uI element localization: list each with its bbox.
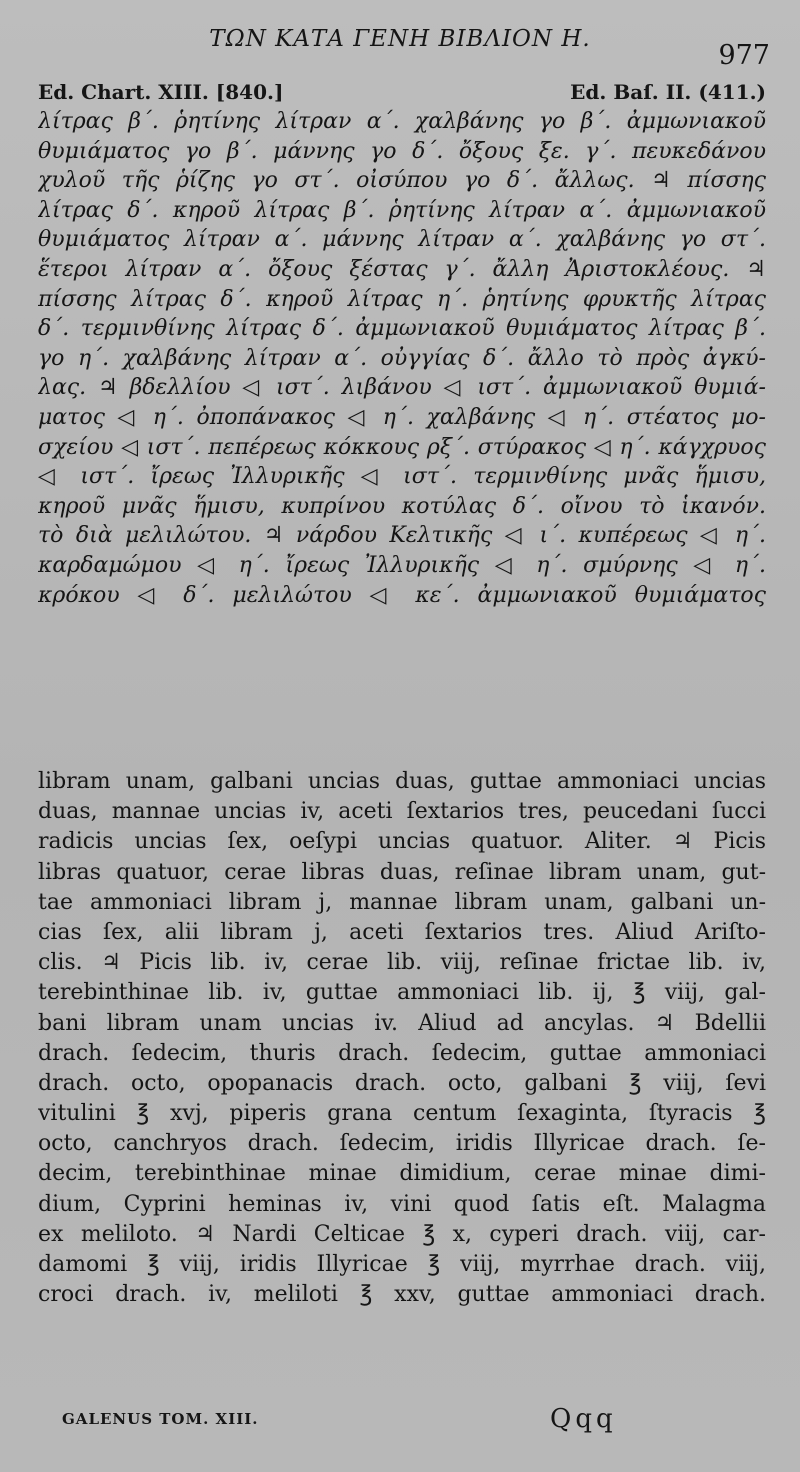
- gathering-mark: Qqq: [550, 1404, 617, 1434]
- latin-text-line: vitulini ℥ xvj, piperis grana centum ſexaginta, ſtyracis ℥: [38, 1101, 766, 1127]
- latin-text-line: damomi ℥ viij, iridis Illyricae ℥ viij, myrrhae drach. viij,: [38, 1252, 766, 1277]
- latin-text-line: clis. ♃ Picis lib. iv, cerae lib. viij, reſinae frictae lib. iv,: [38, 950, 766, 976]
- greek-text-line: δ΄. τερμινθίνης λίτρας δ΄. ἀμμωνιακοῦ θυμιάματος λίτρας β΄.: [38, 316, 766, 342]
- page-footer: [0, 1404, 800, 1444]
- greek-text-line: καρδαμώμου ◁ η΄. ἴρεως Ἰλλυρικῆς ◁ η΄. σμύρνης ◁ η΄.: [38, 552, 766, 578]
- greek-text-line: κηροῦ μνᾶς ἥμισυ, κυπρίνου κοτύλας δ΄. οἴνου τὸ ἱκανόν.: [38, 493, 766, 519]
- greek-text-line: γο η΄. χαλβάνης λίτραν α΄. οὐγγίας δ΄. ἄλλο τὸ πρὸς ἀγκύ-: [38, 345, 766, 371]
- latin-text-line: octo, canchryos drach. ſedecim, iridis Illyricae drach. ſe-: [38, 1131, 766, 1157]
- latin-text-block: [38, 767, 766, 1310]
- edition-line: [38, 80, 766, 104]
- greek-text-line: ◁ ιστ΄. ἴρεως Ἰλλυρικῆς ◁ ιστ΄. τερμινθίνης μνᾶς ἥμισυ,: [38, 464, 766, 490]
- edition-basel-reference: Ed. Baſ. II. (411.): [570, 80, 766, 104]
- edition-chart-reference: Ed. Chart. XIII. [840.]: [38, 80, 284, 104]
- latin-text-line: duas, mannae uncias iv, aceti ſextarios tres, peucedani ſucci: [38, 799, 766, 825]
- greek-text-line: πίσσης λίτρας δ΄. κηροῦ λίτρας η΄. ῥητίνης φρυκτῆς λίτρας: [38, 286, 766, 312]
- latin-text-line: croci drach. iv, meliloti ℥ xxv, guttae ammoniaci drach.: [38, 1282, 766, 1308]
- latin-text-line: drach. ſedecim, thuris drach. ſedecim, guttae ammoniaci: [38, 1040, 766, 1066]
- greek-text-line: λίτρας δ΄. κηροῦ λίτρας β΄. ῥητίνης λίτραν α΄. ἀμμωνιακοῦ: [38, 197, 766, 223]
- latin-text-line: dium, Cyprini heminas iv, vini quod ſatis eſt. Malagma: [38, 1191, 766, 1217]
- greek-text-line: χυλοῦ τῆς ῥίζης γο στ΄. οἰσύπου γο δ΄. ἄλλως. ♃ πίσσης: [38, 168, 766, 194]
- latin-text-line: libram unam, galbani uncias duas, guttae ammoniaci uncias: [38, 769, 766, 794]
- greek-text-line: λίτρας β΄. ῥητίνης λίτραν α΄. χαλβάνης γο β΄. ἀμμωνιακοῦ: [38, 109, 766, 134]
- latin-text-line: tae ammoniaci libram j, mannae libram unam, galbani un-: [38, 889, 766, 915]
- running-head: ΤΩΝ ΚΑΤΑ ΓΕΝΗ ΒΙΒΛΙΟΝ Η.: [209, 26, 591, 52]
- latin-text-line: bani libram unam uncias iv. Aliud ad ancylas. ♃ Bdellii: [38, 1010, 766, 1036]
- greek-text-line: κρόκου ◁ δ΄. μελιλώτου ◁ κε΄. ἀμμωνιακοῦ θυμιάματος: [38, 582, 766, 608]
- latin-text-line: decim, terebinthinae minae dimidium, cerae minae dimi-: [38, 1161, 766, 1187]
- greek-text-line: σχείου ◁ ιστ΄. πεπέρεως κόκκους ρξ΄. στύρακος ◁ η΄. κάγχρυος: [38, 434, 766, 460]
- latin-text-line: libras quatuor, cerae libras duas, reſinae libram unam, gut-: [38, 859, 766, 885]
- latin-text-line: terebinthinae lib. iv, guttae ammoniaci lib. ij, ℥ viij, gal-: [38, 980, 766, 1006]
- latin-text-line: cias ſex, alii libram j, aceti ſextarios tres. Aliud Ariſto-: [38, 919, 766, 945]
- latin-text-line: radicis uncias ſex, oeſypi uncias quatuor. Aliter. ♃ Picis: [38, 829, 766, 855]
- greek-text-line: τὸ διὰ μελιλώτου. ♃ νάρδου Κελτικῆς ◁ ι΄. κυπέρεως ◁ η΄.: [38, 523, 766, 549]
- greek-text-line: θυμιάματος λίτραν α΄. μάννης λίτραν α΄. χαλβάνης γο στ΄.: [38, 227, 766, 253]
- greek-text-line: ἕτεροι λίτραν α΄. ὄξους ξέστας γ΄. ἄλλη Ἀριστοκλέους. ♃: [38, 256, 766, 282]
- footer-signature: GALENUS TOM. XIII.: [62, 1410, 259, 1428]
- latin-text-line: ex meliloto. ♃ Nardi Celticae ℥ x, cyperi drach. viij, car-: [38, 1221, 766, 1247]
- latin-text-line: drach. octo, opopanacis drach. octo, galbani ℥ viij, ſevi: [38, 1070, 766, 1096]
- greek-text-line: θυμιάματος γο β΄. μάννης γο δ΄. ὄξους ξε. γ΄. πευκεδάνου: [38, 138, 766, 164]
- greek-text-block: [38, 107, 766, 610]
- greek-text-line: λας. ♃ βδελλίου ◁ ιστ΄. λιβάνου ◁ ιστ΄. ἀμμωνιακοῦ θυμιά-: [38, 375, 766, 401]
- page-number: 977: [718, 40, 770, 71]
- greek-text-line: ματος ◁ η΄. ὀποπάνακος ◁ η΄. χαλβάνης ◁ η΄. στέατος μο-: [38, 404, 766, 430]
